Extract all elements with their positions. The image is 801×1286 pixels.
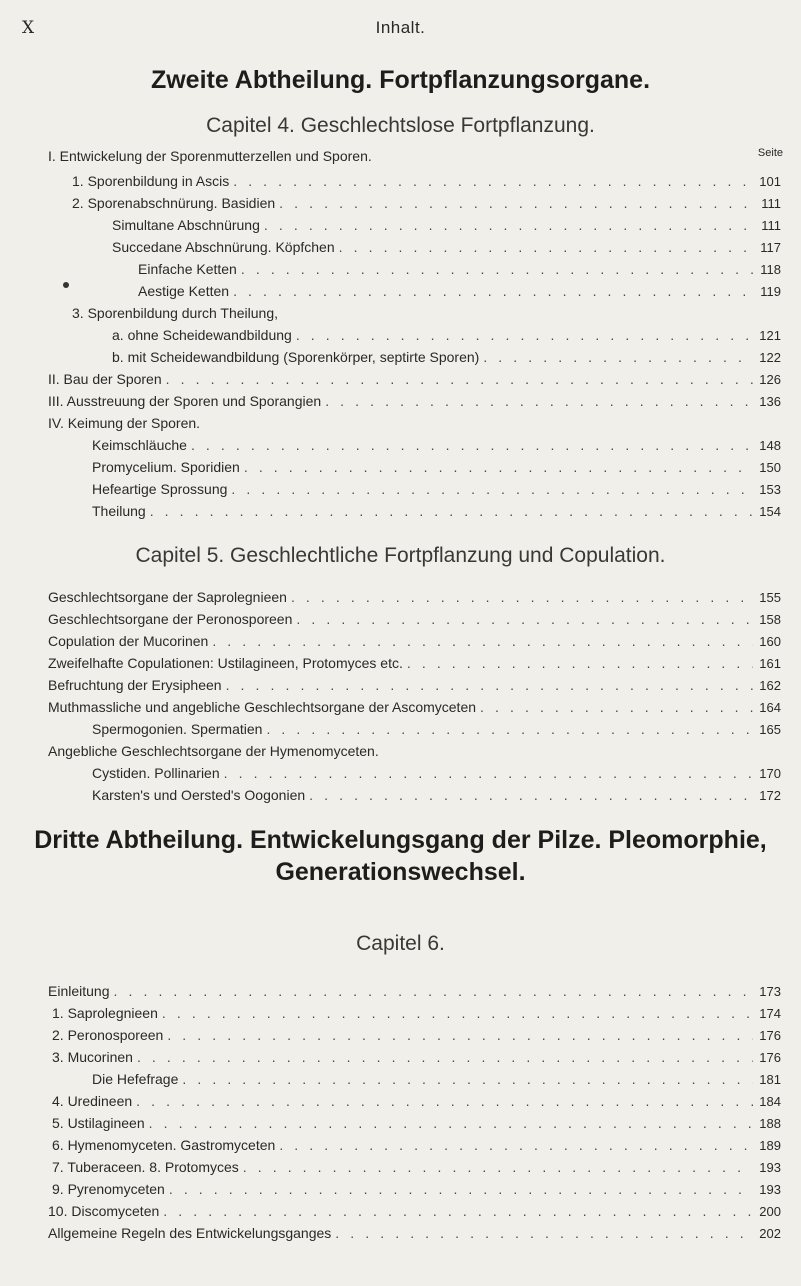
toc-entry[interactable]: Allgemeine Regeln des Entwickelungsganges . . . 202	[48, 1223, 781, 1243]
part-title: Dritte Abtheilung. Entwickelungsgang der Pilze. Pleomorphie,	[34, 826, 767, 854]
subsection-heading: 3. Sporenbildung durch Theilung,	[72, 305, 279, 321]
toc-entry[interactable]: 1. Saprolegnieen . . . 174	[52, 1003, 781, 1023]
toc-entry[interactable]: Succedane Abschnürung. Köpfchen . . . 117	[112, 237, 781, 257]
toc-entry[interactable]: 9. Pyrenomyceten . . . 193	[52, 1179, 781, 1199]
toc-entry[interactable]: 4. Uredineen . . . 184	[52, 1091, 781, 1111]
toc-entry[interactable]: Geschlechtsorgane der Saprolegnieen . . . 155	[48, 587, 781, 607]
toc-entry[interactable]: 10. Discomyceten . . . 200	[48, 1201, 781, 1221]
toc-entry[interactable]: Muthmassliche und angebliche Geschlechtsorgane der Ascomyceten . . . 164	[48, 697, 781, 717]
toc-entry[interactable]: Simultane Abschnürung . . . 111	[112, 215, 781, 235]
toc-entry[interactable]: Befruchtung der Erysipheen . . . 162	[48, 675, 781, 695]
toc-entry[interactable]: Theilung . . . 154	[92, 501, 781, 521]
toc-entry[interactable]: Zweifelhafte Copulationen: Ustilagineen, Protomyces etc. . . . 161	[48, 653, 781, 673]
toc-entry[interactable]: 1. Sporenbildung in Ascis . . . 101	[72, 171, 781, 191]
toc-entry[interactable]: a. ohne Scheidewandbildung . . . 121	[112, 325, 781, 345]
toc-entry[interactable]: Spermogonien. Spermatien . . . 165	[92, 719, 781, 739]
seite-label: Seite	[757, 147, 783, 159]
running-title: Inhalt.	[375, 18, 426, 37]
section-heading: Angebliche Geschlechtsorgane der Hymenomyceten.	[48, 743, 379, 759]
section-heading: IV. Keimung der Sporen.	[48, 415, 201, 431]
toc-entry[interactable]: 3. Mucorinen . . . 176	[52, 1047, 781, 1067]
toc-entry[interactable]: Einfache Ketten . . . 118	[138, 259, 781, 279]
section-heading: I. Entwickelung der Sporenmutterzellen und Sporen.	[48, 148, 372, 164]
toc-entry[interactable]: 5. Ustilagineen . . . 188	[52, 1113, 781, 1133]
chapter-title: Capitel 5. Geschlechtliche Fortpflanzung und Copulation.	[135, 544, 666, 567]
toc-entry[interactable]: 2. Sporenabschnürung. Basidien . . . 111	[72, 193, 781, 213]
toc-entry[interactable]: 7. Tuberaceen. 8. Protomyces . . . 193	[52, 1157, 781, 1177]
part-title-continued: Generationswechsel.	[275, 858, 526, 886]
toc-entry[interactable]: Copulation der Mucorinen . . . 160	[48, 631, 781, 651]
toc-entry[interactable]: 2. Peronosporeen . . . 176	[52, 1025, 781, 1045]
toc-entry[interactable]: Die Hefefrage . . . 181	[92, 1069, 781, 1089]
toc-entry[interactable]: III. Ausstreuung der Sporen und Sporangien . . . 136	[48, 391, 781, 411]
toc-entry[interactable]: b. mit Scheidewandbildung (Sporenkörper, septirte Sporen) . . . 122	[112, 347, 781, 367]
toc-entry[interactable]: Cystiden. Pollinarien . . . 170	[92, 763, 781, 783]
toc-entry[interactable]: Geschlechtsorgane der Peronosporeen . . . 158	[48, 609, 781, 629]
toc-entry[interactable]: Keimschläuche . . . 148	[92, 435, 781, 455]
bullet-mark	[63, 282, 69, 288]
toc-entry[interactable]: Einleitung . . . 173	[48, 981, 781, 1001]
toc-entry[interactable]: Promycelium. Sporidien . . . 150	[92, 457, 781, 477]
chapter-title: Capitel 4. Geschlechtslose Fortpflanzung.	[206, 114, 595, 137]
toc-entry[interactable]: II. Bau der Sporen . . . 126	[48, 369, 781, 389]
chapter-title: Capitel 6.	[356, 932, 445, 955]
toc-entry[interactable]: Hefeartige Sprossung . . . 153	[92, 479, 781, 499]
toc-entry[interactable]: 6. Hymenomyceten. Gastromyceten . . . 189	[52, 1135, 781, 1155]
toc-entry[interactable]: Aestige Ketten . . . 119	[138, 281, 781, 301]
part-title: Zweite Abtheilung. Fortpflanzungsorgane.	[150, 66, 651, 94]
toc-entry[interactable]: Karsten's und Oersted's Oogonien . . . 172	[92, 785, 781, 805]
page-number: X	[22, 18, 35, 38]
